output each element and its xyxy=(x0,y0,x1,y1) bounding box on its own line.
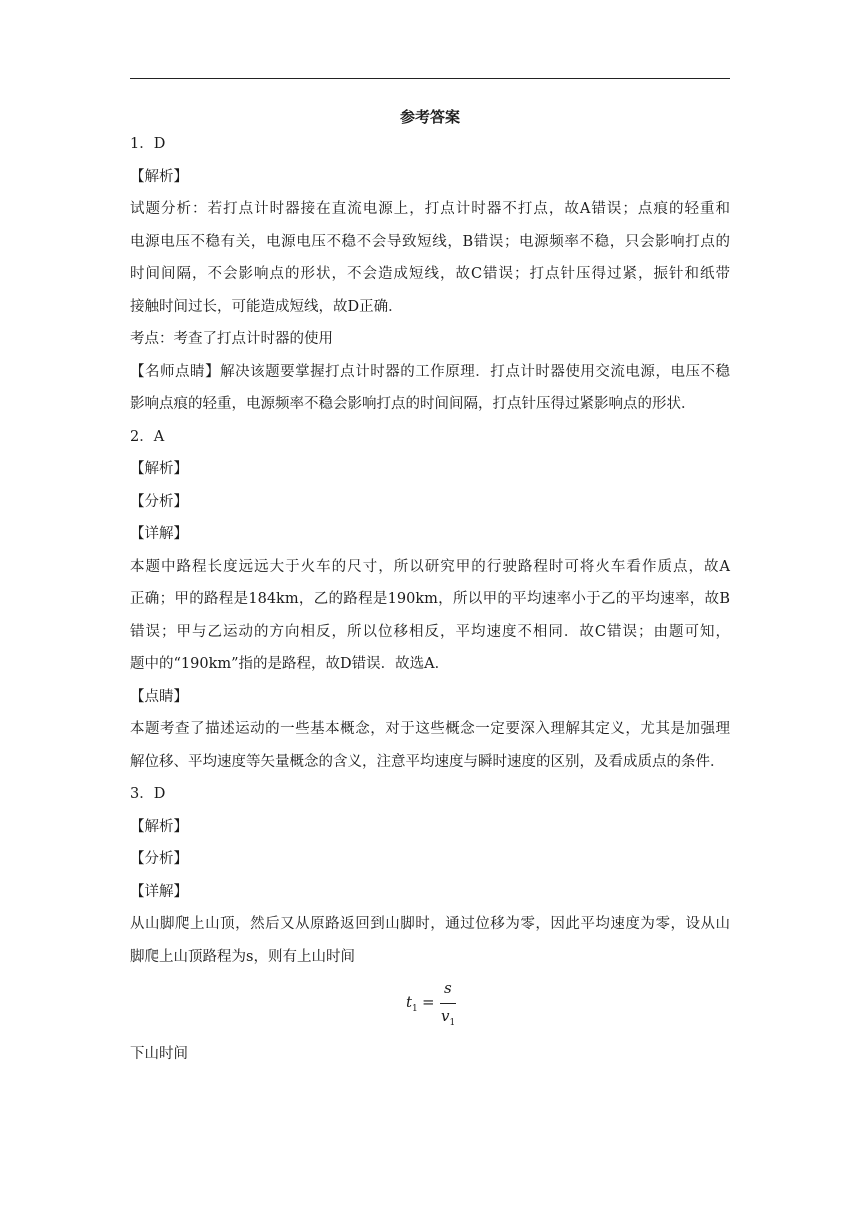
text-line: 【详解】 xyxy=(130,526,188,542)
text-line: 下山时间 xyxy=(130,1046,188,1062)
formula-equals: = xyxy=(422,993,435,1011)
text-line: 题中的“190km”指的是路程，故D错误．故选A． xyxy=(130,656,450,672)
text-line: 本题中路程长度远远大于火车的尺寸，所以研究甲的行驶路程时可将火车看作质点，故A xyxy=(130,558,730,575)
text-line: 接触时间过长，可能造成短线，故D正确． xyxy=(130,298,403,315)
text-line: 试题分析：若打点计时器接在直流电源上，打点计时器不打点，故A错误；点痕的轻重和 xyxy=(130,201,730,217)
text-line: 影响点痕的轻重，电源频率不稳会影响打点的时间间隔，打点针压得过紧影响点的形状． xyxy=(130,396,696,412)
text-line: 1．D xyxy=(130,136,166,152)
formula-numerator: s xyxy=(444,979,452,997)
formula-denominator: $v_1$ xyxy=(441,1007,456,1028)
header-rule xyxy=(130,78,730,79)
text-line: 电源电压不稳有关，电源电压不稳不会导致短线，B错误；电源频率不稳，只会影响打点的 xyxy=(130,233,730,250)
text-line: 脚爬上山顶路程为s，则有上山时间 xyxy=(130,948,355,965)
text-line: 【点睛】 xyxy=(130,688,188,705)
text-line: 错误；甲与乙运动的方向相反，所以位移相反，平均速度不相同．故C错误；由题可知， xyxy=(130,623,730,640)
text-line: 考点：考查了打点计时器的使用 xyxy=(130,331,333,347)
text-line: 本题考查了描述运动的一些基本概念，对于这些概念一定要深入理解其定义，尤其是加强理 xyxy=(130,721,730,737)
text-line: 3．D xyxy=(130,786,166,802)
text-line: 【解析】 xyxy=(130,818,188,835)
text-line: 【分析】 xyxy=(130,851,188,867)
formula-block xyxy=(130,973,730,1038)
answer-content xyxy=(130,128,730,1071)
text-line: 【分析】 xyxy=(130,493,188,510)
text-line: 解位移、平均速度等矢量概念的含义，注意平均速度与瞬时速度的区别，及看成质点的条件． xyxy=(130,753,725,770)
text-line: 时间间隔，不会影响点的形状，不会造成短线，故C错误；打点针压得过紧，振针和纸带 xyxy=(130,266,730,282)
formula-lhs: $t_1$ xyxy=(406,993,418,1014)
text-line: 正确；甲的路程是184km，乙的路程是190km，所以甲的平均速率小于乙的平均速率，故B xyxy=(130,591,730,607)
text-line: 【解析】 xyxy=(130,168,188,185)
text-line: 从山脚爬上山顶，然后又从原路返回到山脚时，通过位移为零，因此平均速度为零，设从山 xyxy=(130,916,730,932)
fraction-bar xyxy=(440,1003,456,1004)
text-line: 2．A xyxy=(130,428,165,445)
text-line: 【解析】 xyxy=(130,461,188,477)
text-line: 【详解】 xyxy=(130,883,188,900)
text-line: 【名师点睛】解决该题要掌握打点计时器的工作原理．打点计时器使用交流电源，电压不稳 xyxy=(130,363,730,380)
page-title: 参考答案 xyxy=(399,108,460,126)
